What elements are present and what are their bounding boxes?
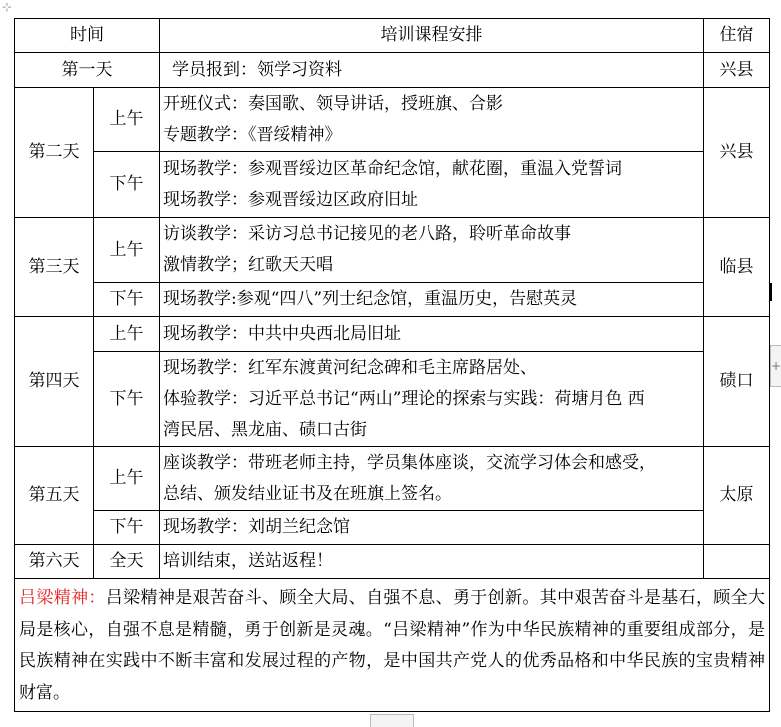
- session-line: 专题教学：《晋绥精神》: [163, 124, 342, 145]
- header-row: [15, 19, 770, 53]
- session-line: 现场教学：中共中央西北局旧址: [163, 323, 401, 344]
- session-line: 现场教学：参观晋绥边区政府旧址: [163, 189, 418, 210]
- table-row: [15, 152, 770, 218]
- session-line: 湾民居、黑龙庙、碛口古街: [163, 419, 367, 440]
- lodging-cell: 碛口: [704, 317, 770, 447]
- session-content: [160, 317, 704, 352]
- day-label: 第五天: [15, 447, 94, 545]
- table-resize-handle[interactable]: +: [770, 345, 781, 387]
- table-row: [15, 218, 770, 283]
- table-row: [15, 447, 770, 511]
- table-row: [15, 283, 770, 317]
- lodging-cell: 兴县: [704, 88, 770, 218]
- session-content: [160, 545, 704, 579]
- session-line: 学员报到：领学习资料: [172, 59, 342, 80]
- note-row: [15, 579, 770, 712]
- day-label: 第二天: [15, 88, 94, 218]
- session-line: 总结、颁发结业证书及在班旗上签名。: [163, 483, 452, 504]
- table-row: [15, 317, 770, 352]
- session-line: 访谈教学：采访习总书记接见的老八路，聆听革命故事: [163, 224, 571, 244]
- period-label: 下午: [94, 352, 160, 447]
- session-content: [160, 283, 704, 317]
- session-line: 现场教学:参观“四八”列士纪念馆，重温历史，告慰英灵: [163, 289, 578, 309]
- header-course: 培训课程安排: [160, 19, 704, 53]
- session-content: [160, 88, 704, 152]
- day-label: 第三天: [15, 218, 94, 317]
- day-label: 第六天: [15, 545, 94, 579]
- text-cursor: [770, 283, 772, 301]
- period-label: 下午: [94, 152, 160, 218]
- table-row: [15, 511, 770, 545]
- session-content: [160, 447, 704, 511]
- session-line: 座谈教学：带班老师主持，学员集体座谈，交流学习体会和感受，: [163, 452, 656, 473]
- lvliang-spirit-note: [15, 579, 770, 712]
- period-label: 上午: [94, 88, 160, 152]
- period-label: 上午: [94, 218, 160, 283]
- table-row: [15, 53, 770, 88]
- header-lodging: 住宿: [704, 19, 770, 53]
- anchor-icon: ⊹: [2, 0, 13, 14]
- session-line: 激情教学；红歌天天唱: [163, 255, 333, 275]
- session-content: [160, 152, 704, 218]
- day-label: 第一天: [15, 53, 160, 88]
- table-row: [15, 545, 770, 579]
- session-line: 培训结束，送站返程！: [163, 551, 333, 571]
- period-label: 下午: [94, 283, 160, 317]
- session-content: [160, 53, 704, 88]
- table-add-row-handle[interactable]: [370, 714, 414, 727]
- period-label: 上午: [94, 317, 160, 352]
- table-row: [15, 88, 770, 152]
- session-content: [160, 352, 704, 447]
- session-content: [160, 218, 704, 283]
- note-title: 吕梁精神：: [19, 588, 106, 608]
- lodging-cell: 临县: [704, 218, 770, 317]
- lodging-cell: 太原: [704, 447, 770, 545]
- lodging-cell: [704, 545, 770, 579]
- period-label: 上午: [94, 447, 160, 511]
- lodging-cell: 兴县: [704, 53, 770, 88]
- session-line: 体验教学：习近平总书记“两山”理论的探索与实践：荷塘月色 西: [163, 388, 645, 409]
- session-line: 现场教学：刘胡兰纪念馆: [163, 517, 350, 537]
- header-time: 时间: [15, 19, 160, 53]
- note-text: 吕梁精神是艰苦奋斗、顾全大局、自强不息、勇于创新。其中艰苦奋斗是基石，顾全大局是核心，自强不息是精髓，勇于创新是灵魂。“吕梁精神”作为中华民族精神的重要组成部分，是民族精神在实践中不断丰富和发展过程的产物，是中国共产党人的优秀品格和中华民族的宝贵精神财富。: [19, 588, 766, 703]
- period-label: 下午: [94, 511, 160, 545]
- session-line: 开班仪式：奏国歌、领导讲话，授班旗、合影: [163, 93, 503, 114]
- training-schedule-table: [14, 18, 770, 712]
- session-content: [160, 511, 704, 545]
- session-line: 现场教学：红军东渡黄河纪念碑和毛主席路居处、: [163, 357, 537, 378]
- session-line: 现场教学：参观晋绥边区革命纪念馆，献花圈，重温入党誓词: [163, 158, 622, 179]
- day-label: 第四天: [15, 317, 94, 447]
- table-row: [15, 352, 770, 447]
- period-label: 全天: [94, 545, 160, 579]
